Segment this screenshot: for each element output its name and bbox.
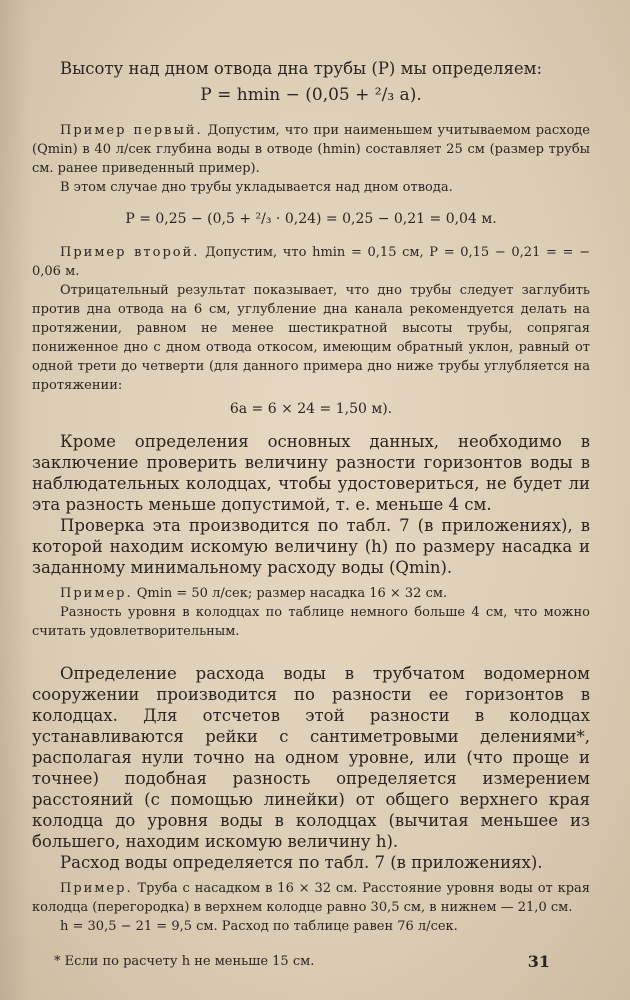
formula-2: P = 0,25 − (0,5 + ²/₃ · 0,24) = 0,25 − 0,21 = 0,04 м.	[125, 211, 497, 227]
example-4-result: h = 30,5 − 21 = 9,5 см. Расход по таблице равен 76 л/сек.	[60, 919, 458, 934]
page-number: 31	[527, 952, 550, 971]
example-4	[32, 879, 590, 917]
paragraph-2: Проверка эта производится по табл. 7 (в приложениях), в которой находим искомую величину (h) по размеру насадка и заданному минимальному расходу воды (Qmin).	[32, 516, 590, 577]
page-shadow	[0, 0, 30, 1000]
intro-line: Высоту над дном отвода дна трубы (P) мы определяем:	[60, 59, 543, 78]
paragraph-4: Расход воды определяется по табл. 7 (в приложениях).	[60, 853, 543, 872]
example-2	[32, 243, 590, 281]
example-1-label: Пример первый.	[60, 123, 203, 138]
paragraph-3: Определение расхода воды в трубчатом водомерном сооружении производится по разности ее горизонтов в колодцах. Для отсчетов этой разности в колодцах устанавливаются рейки с сантиметровыми делениями*, располагая нули точно на одном уровне, или (что проще и точнее) подобная разность определяется измерением расстояний (с помощью линейки) от общего верхнего края колодца до уровня воды в колодцах (вычитая меньшее из большего, находим искомую величину h).	[32, 664, 590, 851]
example-3-text: Qmin = 50 л/сек; размер насадка 16 × 32 см.	[136, 586, 448, 601]
paragraph-1: Кроме определения основных данных, необходимо в заключение проверить величину разности горизонтов воды в наблюдательных колодцах, чтобы удостовериться, не будет ли эта разность меньше допустимой, т. е. меньше 4 см.	[32, 432, 590, 514]
formula-1: P = hmin − (0,05 + ²/₃ a).	[200, 85, 422, 105]
example-2-paragraph: Отрицательный результат показывает, что дно трубы следует заглубить против дна отвода на 6 см, углубление дна канала рекомендуется делать на протяжении, равном не менее шестикратной высоты трубы, сопрягая пониженное дно с дном отвода откосом, имеющим обратный уклон, равный от одной трети до четверти (для данного примера дно ниже трубы углубляется на протяжении:	[32, 283, 590, 393]
example-1-text: Допустим, что при наименьшем учитываемом расходе (Qmin) в 40 л/сек глубина воды в отводе (hmin) составляет 25 см (размер трубы см. ранее приведенный пример).	[32, 123, 590, 176]
example-3-label: Пример.	[60, 586, 133, 601]
example-1	[32, 121, 590, 178]
example-4-label: Пример.	[60, 881, 133, 896]
example-1-result: В этом случае дно трубы укладывается над дном отвода.	[60, 180, 453, 195]
formula-3: 6a = 6 × 24 = 1,50 м).	[229, 401, 393, 417]
example-2-label: Пример второй.	[60, 245, 200, 260]
example-3	[32, 584, 590, 603]
footnote: * Если по расчету h не меньше 15 см.	[54, 954, 315, 969]
example-2-text: Допустим, что hmin = 0,15 см, P = 0,15 − 0,21 = = − 0,06 м.	[32, 245, 590, 279]
example-3-result: Разность уровня в колодцах по таблице немного больше 4 см, что можно считать удовлетворительным.	[32, 605, 590, 639]
example-4-text: Труба с насадком в 16 × 32 см. Расстояние уровня воды от края колодца (перегородка) в верхнем колодце равно 30,5 см, в нижнем — 21,0 см.	[32, 881, 590, 915]
